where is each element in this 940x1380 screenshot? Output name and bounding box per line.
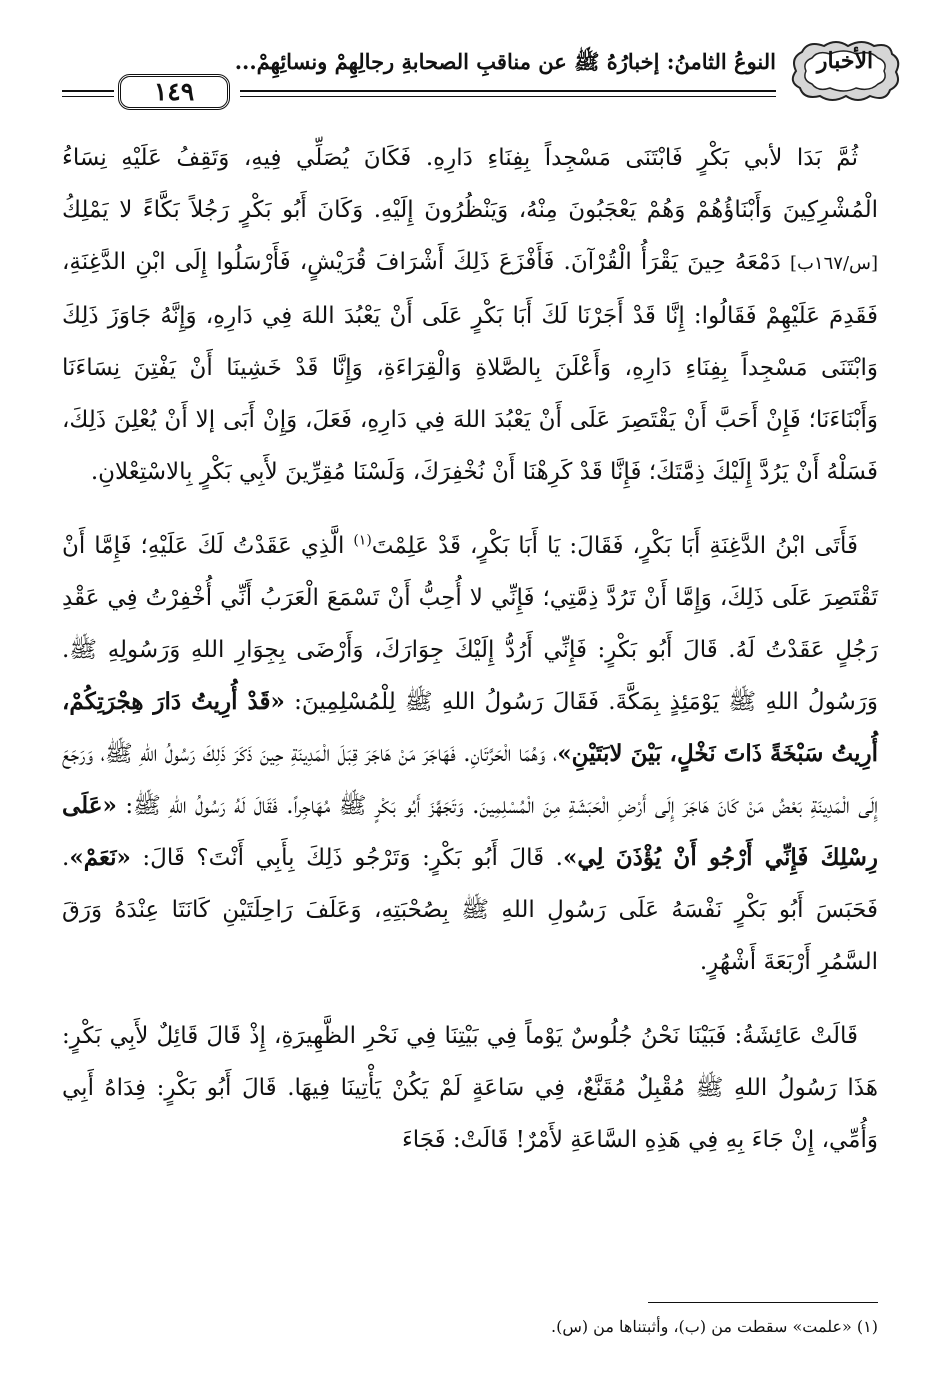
p2-part-d: . قَالَ أَبُو بَكْرٍ: وَتَرْجُو ذَلِكَ بِأَبِي أَنْتَ؟ قَالَ: — [142, 845, 563, 871]
paragraph-1 — [62, 132, 878, 498]
header-rule-left — [62, 90, 114, 92]
header-rule-left-thin — [62, 96, 114, 97]
page-number: ١٤٩ — [118, 74, 230, 110]
footnote-marker: (١) — [353, 532, 372, 549]
manuscript-folio-ref: [س/١٦٧ب] — [789, 253, 878, 274]
p2-part-b: الَّذِي عَقَدْتُ لَكَ عَلَيْهِ؛ فَإِمَّا أَنْ تَقْتَصِرَ عَلَى ذَلِكَ، وَإِمَّا أَنْ تَرُدَّ ذِمَّتِي؛ فَإِنِّي لا أُحِبُّ أَنْ تَسْمَعَ الْعَرَبُ أَنِّي أُخْفِرْتُ فِي عَقْدِ رَجُلٍ عَقَدْتُ لَهُ. قَالَ أَبُو بَكْرٍ: فَإِنِّي أَرُدُّ إِلَيْكَ جِوَارَكَ، وَأَرْضَى بِجِوَارِ اللهِ وَرَسُولِهِ ﷺ. وَرَسُولُ اللهِ ﷺ يَوْمَئِذٍ بِمَكَّةَ. فَقَالَ رَسُولُ اللهِ ﷺ لِلْمُسْلِمِينَ: — [62, 533, 879, 715]
running-title: النوعُ الثامنُ: إخبارُهُ ﷺ عن مناقبِ الصحابةِ رجالِهِمْ ونسائِهِمْ... — [234, 49, 776, 74]
header-rule-thin — [240, 96, 776, 97]
section-badge-label: الأخبار — [816, 48, 874, 74]
hadith-quote-1: «قَدْ أُرِيتُ دَارَ هِجْرَتِكُمْ، أُرِيتُ سَبْخَةً ذَاتَ نَخْلٍ، بَيْنَ لابَتَيْنِ» — [62, 688, 879, 767]
p1-line-6: وَالْقِرَاءَةِ، وَإِنَّا قَدْ خَشِينَا أَنْ يَفْتِنَ نِسَاءَنَا وَأَبْنَاءَنَا؛ فَإِنْ أَحَبَّ أَنْ يَقْتَصِرَ عَلَى أَنْ — [62, 355, 879, 433]
p2-part-e: . فَحَبَسَ أَبُو بَكْرٍ نَفْسَهُ عَلَى رَسُولِ اللهِ ﷺ بِصُحْبَتِهِ، وَعَلَفَ رَاحِلَتَيْنِ كَانَتَا عِنْدَهُ وَرَقَ السَّمُرِ أَرْبَعَةَ أَشْهُرٍ. — [62, 845, 878, 975]
p1-line-7: يَعْبُدَ اللهَ فِي دَارِهِ، فَعَلَ، وَإِنْ أَبَى إلا أَنْ يُعْلِنَ ذَلِكَ، فَسَلْهُ أَنْ يَرُدَّ إِلَيْكَ ذِمَّتَكَ؛ — [62, 407, 878, 485]
section-badge — [786, 38, 904, 104]
page-header — [62, 44, 880, 120]
p1-line-3a: بَكَّاءً لا يَمْلِكُ — [62, 197, 180, 223]
p1-line-4: فَأَرْسَلُوا إِلَى ابْنِ الدَّغِنَةِ، فَقَدِمَ عَلَيْهِمْ فَقَالُوا: إِنَّا قَدْ أَجَرْنَا لَكَ أَبَا بَكْرٍ عَلَى أَنْ — [62, 249, 878, 329]
paragraph-2 — [62, 520, 878, 988]
p1-line-8: فَإِنَّا قَدْ كَرِهْنَا أَنْ نُخْفِرَكَ، وَلَسْنَا مُقِرِّينَ لأَبِي بَكْرٍ بِالاسْتِعْلانِ. — [90, 459, 642, 485]
p2-part-a: فَأَتَى ابْنُ الدَّغِنَةِ أَبَا بَكْرٍ، فَقَالَ: يَا أَبَا بَكْرٍ، قَدْ عَلِمْتَ — [371, 533, 858, 559]
header-rule — [240, 90, 776, 92]
hadith-quote-2: «عَلَى رِسْلِكَ فَإِنِّي أَرْجُو أَنْ يُؤْذَنَ لِي» — [62, 792, 878, 871]
p2-part-c: ، وَهُمَا الْحَرَّتَانِ. فَهَاجَرَ مَنْ هَاجَرَ قِبَلَ الْمَدِينَةِ حِينَ ذَكَرَ ذَلِكَ رَسُولُ اللهِ ﷺ، وَرَجَعَ إِلَى الْمَدِينَةِ بَعْضُ مَنْ كَانَ هَاجَرَ إِلَى أَرْضِ الْحَبَشَةِ مِنَ الْمُسْلِمِينَ. وَتَجَهَّزَ أَبُو بَكْرٍ ﷺ مُهَاجِراً. فَقَالَ لَهُ رَسُولُ اللهِ ﷺ: — [62, 741, 878, 819]
footnote-rule — [648, 1302, 878, 1303]
hadith-quote-3: «نَعَمْ» — [69, 844, 131, 871]
p1-line-1: ثُمَّ بَدَا لأبي بَكْرٍ فَابْتَنَى مَسْجِداً بِفِنَاءِ دَارِهِ. فَكَانَ يُصَلِّي فِيهِ، وَتَقِفُ عَلَيْهِ — [121, 145, 858, 171]
p1-line-3b: دَمْعَهُ حِينَ يَقْرَأُ الْقُرْآنَ. فَأَفْزَعَ ذَلِكَ أَشْرَافَ قُرَيْشٍ، — [299, 249, 781, 275]
footnote: (١) «علمت» سقطت من (ب)، وأثبتناها من (س). — [550, 1317, 878, 1336]
p1-line-2: نِسَاءُ الْمُشْرِكِينَ وَأَبْنَاؤُهُمْ وَهُمْ يَعْجَبُونَ مِنْهُ، وَيَنْظُرُونَ إِلَيْهِ. وَكَانَ أَبُو بَكْرٍ رَجُلاً — [62, 145, 878, 223]
main-text — [62, 132, 878, 1166]
paragraph-3: قَالَتْ عَائِشَةُ: فَبَيْنَا نَحْنُ جُلُوسٌ يَوْماً فِي بَيْتِنَا فِي نَحْرِ الظَّهِيرَةِ، إِذْ قَالَ قَائِلٌ لأَبِي بَكْرٍ: هَذَا رَسُولُ اللهِ ﷺ مُقْبِلٌ مُقَنَّعٌ، فِي سَاعَةٍ لَمْ يَكُنْ يَأْتِينَا فِيهَا. قَالَ أَبُو بَكْرٍ: فِدَاهُ أَبِي وَأُمِّي، إِنْ جَاءَ بِهِ فِي هَذِهِ السَّاعَةِ لأَمْرٌ! قَالَتْ: فَجَاءَ — [62, 1023, 878, 1153]
p1-line-5: يَعْبُدَ اللهَ فِي دَارِهِ، وَإِنَّهُ جَاوَزَ ذَلِكَ وَابْتَنَى مَسْجِداً بِفِنَاءِ دَارِهِ، وَأَعْلَنَ بِالصَّلاةِ — [62, 303, 878, 381]
